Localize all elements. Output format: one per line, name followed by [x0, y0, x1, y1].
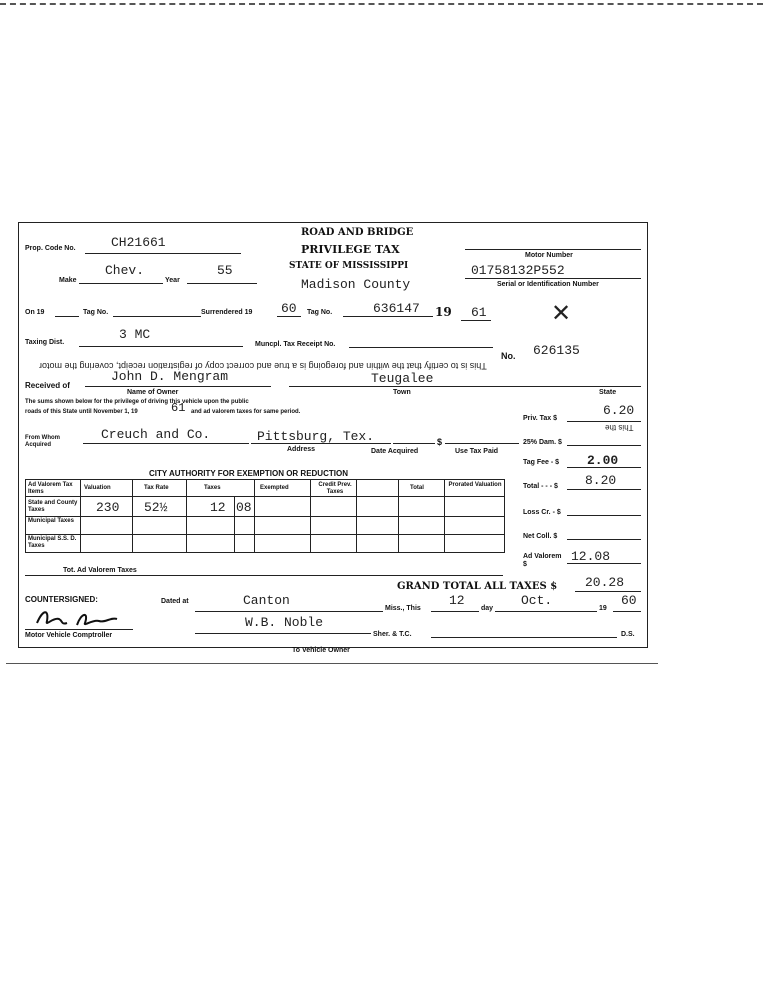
- th-taxes: Taxes: [204, 485, 221, 491]
- this-the-label: This the: [605, 423, 634, 432]
- name-owner-label: Name of Owner: [127, 389, 179, 396]
- ad-valorem-label: Ad Valorem $: [523, 553, 562, 568]
- receipt-no-value: 626135: [533, 343, 580, 358]
- town-label: Town: [393, 389, 411, 396]
- form-heading-2: PRIVILEGE TAX: [301, 243, 400, 256]
- sher-label: Sher. & T.C.: [373, 631, 412, 638]
- total-label: Total - - - $: [523, 483, 558, 490]
- certify-text: This is to certify that the within and foregoing is a true and correct copy of registration receipt, covering the motor: [39, 361, 487, 371]
- row-valuation: 230: [96, 500, 120, 515]
- grand-total-value: 20.28: [585, 575, 625, 590]
- state-label: State: [599, 389, 617, 396]
- th-tax-items: Ad Valorem Tax Items: [28, 482, 73, 495]
- use-tax-label: Use Tax Paid: [455, 448, 499, 455]
- tax-receipt-form: [18, 222, 648, 648]
- year-value: 55: [217, 263, 233, 278]
- page-top-border: [0, 3, 763, 5]
- th-prorated: Prorated Valuation: [448, 482, 502, 488]
- make-value: Chev.: [105, 263, 145, 278]
- to-owner-label: To Vehicle Owner: [292, 647, 350, 654]
- month-value: Oct.: [521, 593, 553, 608]
- th-exempted: Exempted: [260, 485, 289, 491]
- year-b-value: 60: [621, 593, 637, 608]
- row-label: Municipal S.S. D. Taxes: [28, 536, 77, 549]
- row-label: State and County Taxes: [28, 500, 78, 513]
- sums-text-b2: and ad valorem taxes for same period.: [191, 409, 301, 415]
- total-value: 8.20: [585, 473, 617, 488]
- form-heading-3: STATE OF MISSISSIPPI: [289, 261, 409, 271]
- tag-fee-value: 2.00: [587, 453, 619, 468]
- make-label: Make: [59, 277, 77, 284]
- surrendered-year: 60: [281, 301, 297, 316]
- countersigned-label: COUNTERSIGNED:: [25, 595, 98, 604]
- on19-label: On 19: [25, 309, 45, 316]
- ds-label: D.S.: [621, 631, 635, 638]
- received-label: Received of: [25, 381, 70, 390]
- row-cents: 08: [236, 500, 252, 515]
- comptroller-label: Motor Vehicle Comptroller: [25, 632, 113, 639]
- prop-code-label: Prop. Code No.: [25, 245, 76, 252]
- sums-year: 61: [171, 401, 186, 415]
- grand-total-label: GRAND TOTAL ALL TAXES $: [397, 581, 558, 592]
- from-whom-value: Creuch and Co.: [101, 427, 211, 442]
- dollar-sign: $: [437, 437, 443, 447]
- serial-value: 01758132P552: [471, 263, 565, 278]
- muncpl-label: Muncpl. Tax Receipt No.: [255, 341, 336, 348]
- row-label: Municipal Taxes: [28, 518, 74, 524]
- tag-fee-label: Tag Fee - $: [523, 459, 560, 466]
- th-tax-rate: Tax Rate: [144, 485, 169, 491]
- form-heading-1: ROAD AND BRIDGE: [301, 227, 414, 238]
- taxing-dist-label: Taxing Dist.: [25, 339, 65, 346]
- row-rate: 52½: [144, 500, 168, 515]
- tag-no-label: Tag No.: [83, 309, 109, 316]
- miss-this-label: Miss., This: [385, 605, 421, 612]
- sheriff-value: W.B. Noble: [245, 615, 324, 630]
- year19-value: 61: [471, 305, 487, 320]
- town-value: Teugalee: [371, 371, 434, 386]
- priv-tax-label: Priv. Tax $: [523, 415, 557, 422]
- surrendered-label: Surrendered 19: [201, 309, 253, 316]
- sums-text-a: The sums shown below for the privilege of driving this vehicle upon the public: [25, 399, 249, 405]
- sums-text-b1: roads of this State until November 1, 19: [25, 409, 138, 415]
- dated-label: Dated at: [161, 598, 189, 605]
- net-coll-label: Net Coll. $: [523, 533, 558, 540]
- motor-number-label: Motor Number: [525, 252, 573, 259]
- day-label: day: [481, 605, 494, 612]
- tag-no2-value: 636147: [373, 301, 420, 316]
- page-bottom-line: [6, 663, 658, 664]
- tag-no2-label: Tag No.: [307, 309, 333, 316]
- row-taxes: 12: [210, 500, 226, 515]
- taxing-dist-value: 3 MC: [119, 327, 151, 342]
- loss-cr-label: Loss Cr. - $: [523, 509, 561, 516]
- ad-valorem-table: [25, 479, 505, 553]
- year-label: Year: [165, 277, 180, 284]
- receipt-no-label: No.: [501, 351, 516, 361]
- year19b-label: 19: [599, 605, 607, 612]
- prop-code-value: CH21661: [111, 235, 166, 250]
- address-label: Address: [287, 446, 316, 453]
- dated-at-value: Canton: [243, 593, 290, 608]
- address-value: Pittsburg, Tex.: [257, 429, 375, 444]
- ad-valorem-value: 12.08: [571, 549, 611, 564]
- date-acquired-label: Date Acquired: [371, 448, 419, 455]
- from-whom-label: From Whom Acquired: [25, 435, 60, 448]
- th-valuation: Valuation: [84, 485, 111, 491]
- county-name: Madison County: [301, 277, 411, 292]
- priv-tax-value: 6.20: [603, 403, 635, 418]
- serial-label: Serial or Identification Number: [497, 281, 599, 288]
- dam-label: 25% Dam. $: [523, 439, 562, 446]
- day-value: 12: [449, 593, 465, 608]
- year19-label: 19: [435, 305, 452, 319]
- table-footer: Tot. Ad Valorem Taxes: [63, 567, 137, 574]
- table-title: CITY AUTHORITY FOR EXEMPTION OR REDUCTION: [149, 469, 348, 478]
- received-of-value: John D. Mengram: [111, 369, 229, 384]
- th-credit: Credit Prev. Taxes: [318, 482, 352, 495]
- th-total: Total: [410, 485, 424, 491]
- check-mark: ✕: [551, 299, 572, 327]
